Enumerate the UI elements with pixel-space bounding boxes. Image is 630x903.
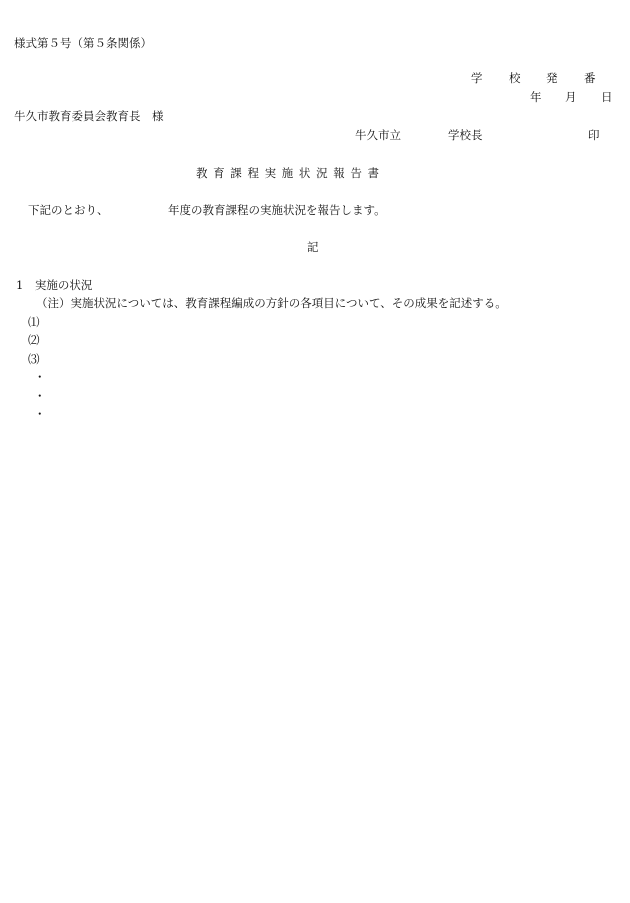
bullet-item: ・ [34, 370, 46, 384]
addressee: 牛久市教育委員会教育長 様 [14, 109, 164, 123]
intro-text-post: 年度の教育課程の実施状況を報告します。 [168, 203, 386, 217]
sender-title: 学校長 [448, 128, 483, 142]
date-day: 日 [601, 90, 613, 104]
issue-number-char: 番 [584, 71, 596, 85]
ki-heading: 記 [307, 240, 319, 254]
bullet-item: ・ [34, 407, 46, 421]
seal-mark: 印 [588, 128, 600, 142]
issue-number-char: 校 [509, 71, 521, 85]
document-title: 教 育 課 程 実 施 状 況 報 告 書 [196, 166, 381, 180]
list-item: ⑴ [28, 315, 40, 329]
date-month: 月 [565, 90, 577, 104]
sender-city: 牛久市立 [355, 128, 401, 142]
issue-number-char: 学 [471, 71, 483, 85]
intro-text-pre: 下記のとおり、 [28, 203, 109, 217]
issue-number-char: 発 [546, 71, 558, 85]
bullet-item: ・ [34, 389, 46, 403]
section-heading: 1 実施の状況 [16, 278, 93, 292]
date-year: 年 [530, 90, 542, 104]
section-note: （注）実施状況については、教育課程編成の方針の各項目について、その成果を記述する。 [36, 296, 507, 310]
list-item: ⑵ [28, 333, 40, 347]
list-item: ⑶ [28, 352, 40, 366]
form-number: 様式第５号（第５条関係） [14, 36, 152, 50]
